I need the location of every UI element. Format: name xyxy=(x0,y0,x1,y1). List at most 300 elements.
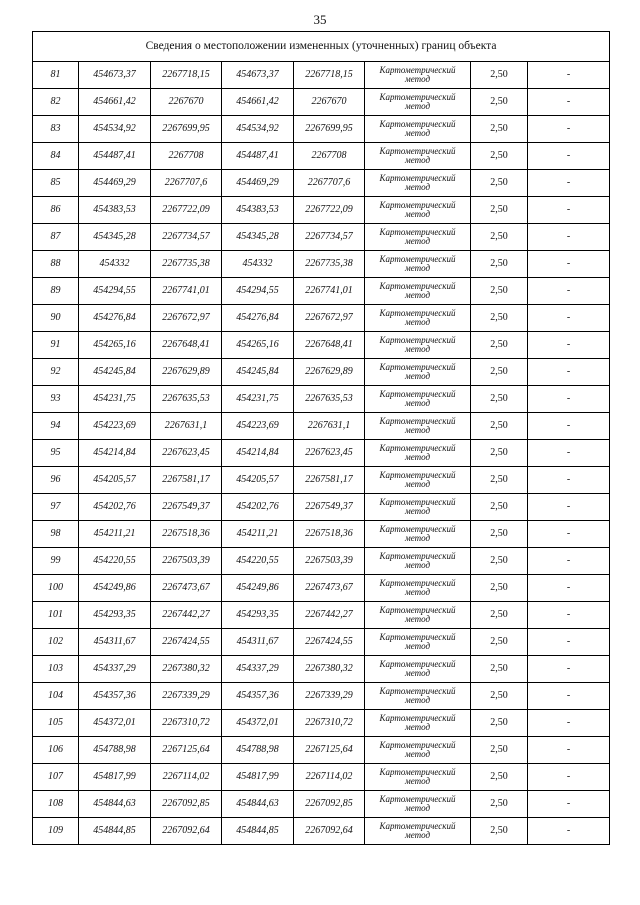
method-cell xyxy=(365,764,471,791)
x-coordinate-cell: 454220,55 xyxy=(79,548,151,575)
x-coordinate-cell: 454293,35 xyxy=(79,602,151,629)
y-coordinate-cell: 2267631,1 xyxy=(151,413,222,440)
table-row xyxy=(33,386,610,413)
y-coordinate-cell: 2267707,6 xyxy=(151,170,222,197)
y-coordinate-cell: 2267648,41 xyxy=(294,332,365,359)
y-coordinate-cell: 2267581,17 xyxy=(151,467,222,494)
method-line-1: Картометрический xyxy=(379,280,456,291)
error-cell: 2,50 xyxy=(471,359,528,386)
method-line-2: метод xyxy=(404,398,431,408)
note-cell: - xyxy=(528,521,610,548)
point-number-cell: 88 xyxy=(33,251,79,278)
method-line-1: Картометрический xyxy=(379,658,456,669)
point-number-cell: 103 xyxy=(33,656,79,683)
x-coordinate-cell: 454311,67 xyxy=(79,629,151,656)
method-cell xyxy=(365,386,471,413)
y-coordinate-cell: 2267734,57 xyxy=(294,224,365,251)
table-row xyxy=(33,332,610,359)
y-coordinate-cell: 2267718,15 xyxy=(294,62,365,89)
note-cell: - xyxy=(528,575,610,602)
x-coordinate-cell: 454231,75 xyxy=(222,386,294,413)
method-cell xyxy=(365,89,471,116)
x-coordinate-cell: 454357,36 xyxy=(222,683,294,710)
point-number-cell: 94 xyxy=(33,413,79,440)
point-number-cell: 107 xyxy=(33,764,79,791)
point-number-cell: 93 xyxy=(33,386,79,413)
y-coordinate-cell: 2267442,27 xyxy=(294,602,365,629)
y-coordinate-cell: 2267623,45 xyxy=(151,440,222,467)
table-row xyxy=(33,251,610,278)
x-coordinate-cell: 454223,69 xyxy=(79,413,151,440)
point-number-cell: 108 xyxy=(33,791,79,818)
x-coordinate-cell: 454211,21 xyxy=(79,521,151,548)
note-cell: - xyxy=(528,359,610,386)
x-coordinate-cell: 454357,36 xyxy=(79,683,151,710)
y-coordinate-cell: 2267549,37 xyxy=(151,494,222,521)
point-number-cell: 109 xyxy=(33,818,79,845)
y-coordinate-cell: 2267339,29 xyxy=(294,683,365,710)
point-number-cell: 84 xyxy=(33,143,79,170)
x-coordinate-cell: 454383,53 xyxy=(222,197,294,224)
method-line-2: метод xyxy=(404,803,431,813)
table-row xyxy=(33,413,610,440)
note-cell: - xyxy=(528,116,610,143)
table-row xyxy=(33,683,610,710)
error-cell: 2,50 xyxy=(471,170,528,197)
page-number: 35 xyxy=(313,12,327,27)
method-cell xyxy=(365,116,471,143)
x-coordinate-cell: 454844,85 xyxy=(79,818,151,845)
error-cell: 2,50 xyxy=(471,629,528,656)
method-line-2: метод xyxy=(404,641,431,651)
note-cell: - xyxy=(528,710,610,737)
method-line-2: метод xyxy=(404,749,431,759)
y-coordinate-cell: 2267718,15 xyxy=(151,62,222,89)
note-cell: - xyxy=(528,413,610,440)
method-cell xyxy=(365,629,471,656)
error-cell: 2,50 xyxy=(471,143,528,170)
method-line-1: Картометрический xyxy=(379,253,456,264)
x-coordinate-cell: 454276,84 xyxy=(79,305,151,332)
method-cell xyxy=(365,143,471,170)
x-coordinate-cell: 454294,55 xyxy=(222,278,294,305)
method-line-2: метод xyxy=(404,722,431,732)
y-coordinate-cell: 2267518,36 xyxy=(294,521,365,548)
method-cell xyxy=(365,521,471,548)
x-coordinate-cell: 454211,21 xyxy=(222,521,294,548)
point-number-cell: 98 xyxy=(33,521,79,548)
method-line-2: метод xyxy=(404,236,431,246)
table-row xyxy=(33,278,610,305)
point-number-cell: 95 xyxy=(33,440,79,467)
y-coordinate-cell: 2267503,39 xyxy=(151,548,222,575)
method-cell xyxy=(365,737,471,764)
x-coordinate-cell: 454337,29 xyxy=(222,656,294,683)
method-line-2: метод xyxy=(404,155,431,165)
x-coordinate-cell: 454332 xyxy=(222,251,294,278)
method-line-2: метод xyxy=(404,182,431,192)
y-coordinate-cell: 2267707,6 xyxy=(294,170,365,197)
x-coordinate-cell: 454487,41 xyxy=(222,143,294,170)
x-coordinate-cell: 454293,35 xyxy=(222,602,294,629)
table-row xyxy=(33,818,610,845)
table-row xyxy=(33,197,610,224)
table-title: Сведения о местоположении измененных (уточненных) границ объекта xyxy=(33,32,610,62)
method-cell xyxy=(365,332,471,359)
table-row xyxy=(33,170,610,197)
method-cell xyxy=(365,683,471,710)
y-coordinate-cell: 2267635,53 xyxy=(151,386,222,413)
method-line-1: Картометрический xyxy=(379,550,456,561)
note-cell: - xyxy=(528,818,610,845)
y-coordinate-cell: 2267699,95 xyxy=(151,116,222,143)
error-cell: 2,50 xyxy=(471,494,528,521)
x-coordinate-cell: 454265,16 xyxy=(79,332,151,359)
note-cell: - xyxy=(528,62,610,89)
x-coordinate-cell: 454220,55 xyxy=(222,548,294,575)
point-number-cell: 101 xyxy=(33,602,79,629)
error-cell: 2,50 xyxy=(471,251,528,278)
note-cell: - xyxy=(528,656,610,683)
note-cell: - xyxy=(528,251,610,278)
table-row xyxy=(33,143,610,170)
method-cell xyxy=(365,548,471,575)
error-cell: 2,50 xyxy=(471,197,528,224)
method-line-1: Картометрический xyxy=(379,199,456,210)
note-cell: - xyxy=(528,332,610,359)
table-row xyxy=(33,575,610,602)
method-line-1: Картометрический xyxy=(379,820,456,831)
note-cell: - xyxy=(528,224,610,251)
x-coordinate-cell: 454534,92 xyxy=(79,116,151,143)
method-cell xyxy=(365,710,471,737)
y-coordinate-cell: 2267424,55 xyxy=(294,629,365,656)
x-coordinate-cell: 454661,42 xyxy=(79,89,151,116)
x-coordinate-cell: 454788,98 xyxy=(222,737,294,764)
point-number-cell: 82 xyxy=(33,89,79,116)
y-coordinate-cell: 2267741,01 xyxy=(151,278,222,305)
x-coordinate-cell: 454817,99 xyxy=(222,764,294,791)
method-line-2: метод xyxy=(404,317,431,327)
table-row xyxy=(33,359,610,386)
error-cell: 2,50 xyxy=(471,575,528,602)
note-cell: - xyxy=(528,791,610,818)
note-cell: - xyxy=(528,683,610,710)
method-line-2: метод xyxy=(404,695,431,705)
method-cell xyxy=(365,467,471,494)
method-line-2: метод xyxy=(404,533,431,543)
point-number-cell: 100 xyxy=(33,575,79,602)
method-line-2: метод xyxy=(404,452,431,462)
y-coordinate-cell: 2267549,37 xyxy=(294,494,365,521)
y-coordinate-cell: 2267734,57 xyxy=(151,224,222,251)
x-coordinate-cell: 454469,29 xyxy=(222,170,294,197)
table-row xyxy=(33,440,610,467)
method-line-1: Картометрический xyxy=(379,145,456,156)
y-coordinate-cell: 2267670 xyxy=(294,89,365,116)
y-coordinate-cell: 2267699,95 xyxy=(294,116,365,143)
point-number-cell: 91 xyxy=(33,332,79,359)
x-coordinate-cell: 454231,75 xyxy=(79,386,151,413)
table-row xyxy=(33,602,610,629)
y-coordinate-cell: 2267092,64 xyxy=(151,818,222,845)
table-row xyxy=(33,521,610,548)
error-cell: 2,50 xyxy=(471,440,528,467)
y-coordinate-cell: 2267518,36 xyxy=(151,521,222,548)
note-cell: - xyxy=(528,386,610,413)
y-coordinate-cell: 2267473,67 xyxy=(151,575,222,602)
x-coordinate-cell: 454673,37 xyxy=(79,62,151,89)
x-coordinate-cell: 454205,57 xyxy=(222,467,294,494)
error-cell: 2,50 xyxy=(471,710,528,737)
y-coordinate-cell: 2267735,38 xyxy=(294,251,365,278)
x-coordinate-cell: 454345,28 xyxy=(79,224,151,251)
method-line-1: Картометрический xyxy=(379,793,456,804)
y-coordinate-cell: 2267672,97 xyxy=(294,305,365,332)
y-coordinate-cell: 2267310,72 xyxy=(294,710,365,737)
y-coordinate-cell: 2267125,64 xyxy=(151,737,222,764)
y-coordinate-cell: 2267629,89 xyxy=(294,359,365,386)
y-coordinate-cell: 2267722,09 xyxy=(294,197,365,224)
point-number-cell: 86 xyxy=(33,197,79,224)
y-coordinate-cell: 2267339,29 xyxy=(151,683,222,710)
point-number-cell: 81 xyxy=(33,62,79,89)
error-cell: 2,50 xyxy=(471,467,528,494)
point-number-cell: 105 xyxy=(33,710,79,737)
method-cell xyxy=(365,413,471,440)
x-coordinate-cell: 454332 xyxy=(79,251,151,278)
x-coordinate-cell: 454245,84 xyxy=(222,359,294,386)
x-coordinate-cell: 454245,84 xyxy=(79,359,151,386)
table-row xyxy=(33,548,610,575)
y-coordinate-cell: 2267631,1 xyxy=(294,413,365,440)
note-cell: - xyxy=(528,305,610,332)
x-coordinate-cell: 454276,84 xyxy=(222,305,294,332)
note-cell: - xyxy=(528,629,610,656)
x-coordinate-cell: 454844,63 xyxy=(79,791,151,818)
error-cell: 2,50 xyxy=(471,386,528,413)
table-row xyxy=(33,116,610,143)
method-cell xyxy=(365,494,471,521)
table-row xyxy=(33,89,610,116)
y-coordinate-cell: 2267623,45 xyxy=(294,440,365,467)
note-cell: - xyxy=(528,602,610,629)
method-line-2: метод xyxy=(404,128,431,138)
method-cell xyxy=(365,197,471,224)
method-line-2: метод xyxy=(404,614,431,624)
method-line-2: метод xyxy=(404,560,431,570)
x-coordinate-cell: 454202,76 xyxy=(79,494,151,521)
method-cell xyxy=(365,818,471,845)
y-coordinate-cell: 2267424,55 xyxy=(151,629,222,656)
point-number-cell: 83 xyxy=(33,116,79,143)
note-cell: - xyxy=(528,89,610,116)
method-line-1: Картометрический xyxy=(379,91,456,102)
method-line-1: Картометрический xyxy=(379,415,456,426)
y-coordinate-cell: 2267114,02 xyxy=(151,764,222,791)
x-coordinate-cell: 454844,85 xyxy=(222,818,294,845)
note-cell: - xyxy=(528,737,610,764)
y-coordinate-cell: 2267708 xyxy=(294,143,365,170)
note-cell: - xyxy=(528,170,610,197)
error-cell: 2,50 xyxy=(471,521,528,548)
method-line-2: метод xyxy=(404,209,431,219)
method-cell xyxy=(365,791,471,818)
method-cell xyxy=(365,575,471,602)
point-number-cell: 102 xyxy=(33,629,79,656)
method-line-2: метод xyxy=(404,668,431,678)
error-cell: 2,50 xyxy=(471,764,528,791)
x-coordinate-cell: 454214,84 xyxy=(79,440,151,467)
x-coordinate-cell: 454788,98 xyxy=(79,737,151,764)
y-coordinate-cell: 2267125,64 xyxy=(294,737,365,764)
method-line-2: метод xyxy=(404,479,431,489)
method-line-1: Картометрический xyxy=(379,118,456,129)
method-cell xyxy=(365,62,471,89)
method-cell xyxy=(365,305,471,332)
method-line-1: Картометрический xyxy=(379,226,456,237)
error-cell: 2,50 xyxy=(471,332,528,359)
point-number-cell: 97 xyxy=(33,494,79,521)
method-cell xyxy=(365,278,471,305)
method-line-1: Картометрический xyxy=(379,685,456,696)
note-cell: - xyxy=(528,764,610,791)
point-number-cell: 90 xyxy=(33,305,79,332)
method-line-1: Картометрический xyxy=(379,361,456,372)
y-coordinate-cell: 2267473,67 xyxy=(294,575,365,602)
method-line-1: Картометрический xyxy=(379,64,456,75)
note-cell: - xyxy=(528,440,610,467)
method-cell xyxy=(365,440,471,467)
method-line-1: Картометрический xyxy=(379,604,456,615)
x-coordinate-cell: 454311,67 xyxy=(222,629,294,656)
table-row xyxy=(33,629,610,656)
method-line-1: Картометрический xyxy=(379,469,456,480)
note-cell: - xyxy=(528,548,610,575)
x-coordinate-cell: 454469,29 xyxy=(79,170,151,197)
y-coordinate-cell: 2267581,17 xyxy=(294,467,365,494)
method-line-1: Картометрический xyxy=(379,577,456,588)
method-line-1: Картометрический xyxy=(379,739,456,750)
y-coordinate-cell: 2267092,64 xyxy=(294,818,365,845)
error-cell: 2,50 xyxy=(471,656,528,683)
x-coordinate-cell: 454383,53 xyxy=(79,197,151,224)
x-coordinate-cell: 454337,29 xyxy=(79,656,151,683)
table-row xyxy=(33,494,610,521)
y-coordinate-cell: 2267114,02 xyxy=(294,764,365,791)
error-cell: 2,50 xyxy=(471,89,528,116)
y-coordinate-cell: 2267635,53 xyxy=(294,386,365,413)
y-coordinate-cell: 2267670 xyxy=(151,89,222,116)
method-line-2: метод xyxy=(404,290,431,300)
method-line-2: метод xyxy=(404,425,431,435)
table-row xyxy=(33,791,610,818)
error-cell: 2,50 xyxy=(471,737,528,764)
point-number-cell: 106 xyxy=(33,737,79,764)
table-row xyxy=(33,62,610,89)
error-cell: 2,50 xyxy=(471,305,528,332)
x-coordinate-cell: 454844,63 xyxy=(222,791,294,818)
method-line-1: Картометрический xyxy=(379,334,456,345)
method-line-1: Картометрический xyxy=(379,442,456,453)
method-line-2: метод xyxy=(404,830,431,840)
y-coordinate-cell: 2267722,09 xyxy=(151,197,222,224)
x-coordinate-cell: 454265,16 xyxy=(222,332,294,359)
error-cell: 2,50 xyxy=(471,413,528,440)
x-coordinate-cell: 454673,37 xyxy=(222,62,294,89)
method-line-1: Картометрический xyxy=(379,307,456,318)
error-cell: 2,50 xyxy=(471,116,528,143)
y-coordinate-cell: 2267741,01 xyxy=(294,278,365,305)
x-coordinate-cell: 454249,86 xyxy=(79,575,151,602)
y-coordinate-cell: 2267735,38 xyxy=(151,251,222,278)
method-cell xyxy=(365,602,471,629)
method-cell xyxy=(365,224,471,251)
error-cell: 2,50 xyxy=(471,818,528,845)
y-coordinate-cell: 2267380,32 xyxy=(151,656,222,683)
y-coordinate-cell: 2267672,97 xyxy=(151,305,222,332)
method-line-1: Картометрический xyxy=(379,631,456,642)
y-coordinate-cell: 2267708 xyxy=(151,143,222,170)
method-line-1: Картометрический xyxy=(379,388,456,399)
point-number-cell: 92 xyxy=(33,359,79,386)
method-cell xyxy=(365,359,471,386)
method-line-1: Картометрический xyxy=(379,172,456,183)
note-cell: - xyxy=(528,278,610,305)
x-coordinate-cell: 454487,41 xyxy=(79,143,151,170)
method-line-2: метод xyxy=(404,371,431,381)
error-cell: 2,50 xyxy=(471,791,528,818)
x-coordinate-cell: 454249,86 xyxy=(222,575,294,602)
note-cell: - xyxy=(528,494,610,521)
error-cell: 2,50 xyxy=(471,278,528,305)
point-number-cell: 104 xyxy=(33,683,79,710)
y-coordinate-cell: 2267092,85 xyxy=(151,791,222,818)
method-line-2: метод xyxy=(404,74,431,84)
y-coordinate-cell: 2267648,41 xyxy=(151,332,222,359)
table-row xyxy=(33,737,610,764)
table-title-row xyxy=(33,32,610,62)
point-number-cell: 99 xyxy=(33,548,79,575)
y-coordinate-cell: 2267629,89 xyxy=(151,359,222,386)
table-row xyxy=(33,224,610,251)
error-cell: 2,50 xyxy=(471,62,528,89)
method-line-1: Картометрический xyxy=(379,523,456,534)
method-line-1: Картометрический xyxy=(379,496,456,507)
point-number-cell: 96 xyxy=(33,467,79,494)
x-coordinate-cell: 454372,01 xyxy=(79,710,151,737)
method-line-2: метод xyxy=(404,263,431,273)
x-coordinate-cell: 454372,01 xyxy=(222,710,294,737)
table-row xyxy=(33,710,610,737)
table-row xyxy=(33,467,610,494)
point-number-cell: 87 xyxy=(33,224,79,251)
coordinates-table xyxy=(32,31,610,845)
x-coordinate-cell: 454214,84 xyxy=(222,440,294,467)
x-coordinate-cell: 454817,99 xyxy=(79,764,151,791)
method-line-2: метод xyxy=(404,344,431,354)
error-cell: 2,50 xyxy=(471,224,528,251)
table-row xyxy=(33,656,610,683)
x-coordinate-cell: 454223,69 xyxy=(222,413,294,440)
method-line-1: Картометрический xyxy=(379,766,456,777)
note-cell: - xyxy=(528,197,610,224)
point-number-cell: 85 xyxy=(33,170,79,197)
y-coordinate-cell: 2267442,27 xyxy=(151,602,222,629)
x-coordinate-cell: 454345,28 xyxy=(222,224,294,251)
error-cell: 2,50 xyxy=(471,602,528,629)
method-cell xyxy=(365,170,471,197)
